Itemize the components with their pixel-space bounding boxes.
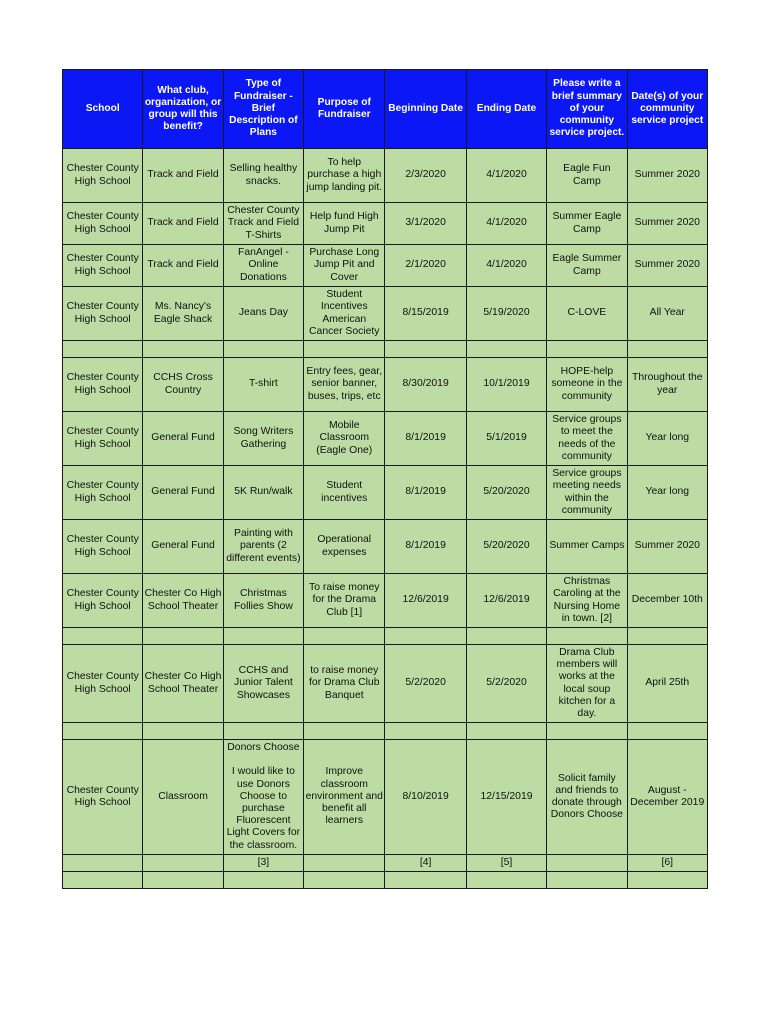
cell-club: Classroom [143, 740, 223, 855]
cell-purpose: Operational expenses [304, 520, 385, 574]
header-type: Type of Fundraiser - Brief Description of Plans [223, 70, 303, 149]
header-row [63, 70, 708, 149]
cell-begin: 8/1/2019 [385, 520, 466, 574]
cell-club: Track and Field [143, 245, 223, 287]
cell-end: 4/1/2020 [466, 203, 546, 245]
table-row [63, 287, 708, 341]
cell-begin: 2/1/2020 [385, 245, 466, 287]
cell-type: Selling healthy snacks. [223, 149, 303, 203]
cell-school: Chester County High School [63, 645, 143, 723]
cell-empty [304, 855, 385, 872]
cell-empty [385, 723, 466, 740]
cell-empty [63, 855, 143, 872]
cell-end: 5/2/2020 [466, 645, 546, 723]
cell-school: Chester County High School [63, 287, 143, 341]
cell-empty [143, 628, 223, 645]
cell-empty [466, 723, 546, 740]
cell-club: Chester Co High School Theater [143, 574, 223, 628]
cell-begin: 8/1/2019 [385, 466, 466, 520]
cell-type: Jeans Day [223, 287, 303, 341]
cell-dates: Summer 2020 [627, 245, 707, 287]
table-row [63, 245, 708, 287]
cell-club: General Fund [143, 466, 223, 520]
table-row-blank [63, 341, 708, 358]
cell-summary: Christmas Caroling at the Nursing Home in town. [2] [547, 574, 627, 628]
table-row-blank [63, 723, 708, 740]
cell-end: 5/20/2020 [466, 520, 546, 574]
cell-empty [547, 855, 627, 872]
cell-summary: Eagle Fun Camp [547, 149, 627, 203]
cell-begin: 8/15/2019 [385, 287, 466, 341]
table-row [63, 358, 708, 412]
cell-school: Chester County High School [63, 245, 143, 287]
cell-type: CCHS and Junior Talent Showcases [223, 645, 303, 723]
cell-dates: Summer 2020 [627, 203, 707, 245]
cell-end: 5/1/2019 [466, 412, 546, 466]
cell-purpose: Purchase Long Jump Pit and Cover [304, 245, 385, 287]
cell-type: Chester County Track and Field T-Shirts [223, 203, 303, 245]
cell-empty [547, 341, 627, 358]
cell-end: 10/1/2019 [466, 358, 546, 412]
cell-dates: Summer 2020 [627, 520, 707, 574]
cell-begin: 2/3/2020 [385, 149, 466, 203]
cell-end: 4/1/2020 [466, 149, 546, 203]
cell-school: Chester County High School [63, 574, 143, 628]
cell-empty [63, 872, 143, 889]
cell-empty [223, 628, 303, 645]
cell-begin: 8/1/2019 [385, 412, 466, 466]
cell-dates: All Year [627, 287, 707, 341]
cell-purpose: to raise money for Drama Club Banquet [304, 645, 385, 723]
cell-purpose: To help purchase a high jump landing pit. [304, 149, 385, 203]
footnote-ref-4: [4] [385, 855, 466, 872]
cell-empty [466, 872, 546, 889]
cell-end: 5/19/2020 [466, 287, 546, 341]
table-row [63, 740, 708, 855]
cell-empty [143, 341, 223, 358]
cell-empty [223, 341, 303, 358]
cell-end: 5/20/2020 [466, 466, 546, 520]
cell-purpose: Student incentives [304, 466, 385, 520]
cell-empty [385, 872, 466, 889]
cell-club: CCHS Cross Country [143, 358, 223, 412]
cell-club: Track and Field [143, 149, 223, 203]
cell-empty [63, 723, 143, 740]
cell-empty [63, 628, 143, 645]
cell-purpose: Student Incentives American Cancer Society [304, 287, 385, 341]
cell-empty [547, 628, 627, 645]
cell-school: Chester County High School [63, 149, 143, 203]
cell-summary: Service groups meeting needs within the community [547, 466, 627, 520]
cell-school: Chester County High School [63, 740, 143, 855]
table-row [63, 203, 708, 245]
cell-purpose: Improve classroom environment and benefit all learners [304, 740, 385, 855]
header-ending-date: Ending Date [466, 70, 546, 149]
cell-club: Ms. Nancy's Eagle Shack [143, 287, 223, 341]
cell-summary: Service groups to meet the needs of the community [547, 412, 627, 466]
cell-purpose: Mobile Classroom (Eagle One) [304, 412, 385, 466]
cell-type: 5K Run/walk [223, 466, 303, 520]
table-row-blank [63, 872, 708, 889]
cell-summary: Solicit family and friends to donate through Donors Choose [547, 740, 627, 855]
cell-school: Chester County High School [63, 466, 143, 520]
footnote-ref-5: [5] [466, 855, 546, 872]
cell-summary: Summer Eagle Camp [547, 203, 627, 245]
cell-empty [63, 341, 143, 358]
footnote-ref-3: [3] [223, 855, 303, 872]
cell-type: Christmas Follies Show [223, 574, 303, 628]
cell-summary: Drama Club members will works at the local soup kitchen for a day. [547, 645, 627, 723]
table-row-blank [63, 628, 708, 645]
cell-type [223, 740, 303, 855]
table-row [63, 574, 708, 628]
cell-begin: 3/1/2020 [385, 203, 466, 245]
cell-purpose: Help fund High Jump Pit [304, 203, 385, 245]
cell-empty [304, 872, 385, 889]
cell-empty [385, 341, 466, 358]
cell-purpose: To raise money for the Drama Club [1] [304, 574, 385, 628]
cell-end: 12/15/2019 [466, 740, 546, 855]
footnote-ref-6: [6] [627, 855, 707, 872]
header-purpose: Purpose of Fundraiser [304, 70, 385, 149]
table-row [63, 520, 708, 574]
cell-school: Chester County High School [63, 412, 143, 466]
header-school: School [63, 70, 143, 149]
cell-school: Chester County High School [63, 520, 143, 574]
cell-empty [627, 628, 707, 645]
cell-empty [627, 341, 707, 358]
cell-type: T-shirt [223, 358, 303, 412]
cell-club: Chester Co High School Theater [143, 645, 223, 723]
cell-summary: C-LOVE [547, 287, 627, 341]
cell-dates: Throughout the year [627, 358, 707, 412]
cell-empty [547, 723, 627, 740]
table-row [63, 412, 708, 466]
cell-dates: Year long [627, 466, 707, 520]
cell-club: General Fund [143, 412, 223, 466]
cell-dates: Summer 2020 [627, 149, 707, 203]
cell-type-title: Donors Choose [227, 742, 300, 754]
cell-empty [143, 855, 223, 872]
cell-end: 12/6/2019 [466, 574, 546, 628]
cell-school: Chester County High School [63, 358, 143, 412]
cell-empty [627, 872, 707, 889]
cell-begin: 5/2/2020 [385, 645, 466, 723]
cell-end: 4/1/2020 [466, 245, 546, 287]
header-summary: Please write a brief summary of your community service project. [547, 70, 627, 149]
cell-empty [304, 628, 385, 645]
cell-type: Painting with parents (2 different events) [223, 520, 303, 574]
cell-type-text: I would like to use Donors Choose to purchase Fluorescent Light Covers for the classroom. [226, 766, 301, 851]
header-beginning-date: Beginning Date [385, 70, 466, 149]
cell-empty [304, 723, 385, 740]
cell-type: FanAngel - Online Donations [223, 245, 303, 287]
cell-begin: 8/10/2019 [385, 740, 466, 855]
table-row [63, 149, 708, 203]
table-row [63, 466, 708, 520]
header-service-dates: Date(s) of your community service project [627, 70, 707, 149]
cell-club: Track and Field [143, 203, 223, 245]
cell-empty [223, 872, 303, 889]
cell-dates: April 25th [627, 645, 707, 723]
cell-type: Song Writers Gathering [223, 412, 303, 466]
cell-begin: 12/6/2019 [385, 574, 466, 628]
cell-empty [223, 723, 303, 740]
cell-empty [143, 872, 223, 889]
cell-school: Chester County High School [63, 203, 143, 245]
cell-dates: August - December 2019 [627, 740, 707, 855]
cell-empty [627, 723, 707, 740]
cell-summary: Summer Camps [547, 520, 627, 574]
cell-dates: Year long [627, 412, 707, 466]
cell-purpose: Entry fees, gear, senior banner, buses, trips, etc [304, 358, 385, 412]
table-row-footnotes [63, 855, 708, 872]
header-club: What club, organization, or group will this benefit? [143, 70, 223, 149]
cell-empty [547, 872, 627, 889]
cell-empty [385, 628, 466, 645]
cell-begin: 8/30/2019 [385, 358, 466, 412]
table-row [63, 645, 708, 723]
cell-club: General Fund [143, 520, 223, 574]
cell-summary: HOPE-help someone in the community [547, 358, 627, 412]
cell-empty [466, 341, 546, 358]
cell-empty [143, 723, 223, 740]
cell-empty [466, 628, 546, 645]
cell-summary: Eagle Summer Camp [547, 245, 627, 287]
cell-empty [304, 341, 385, 358]
cell-dates: December 10th [627, 574, 707, 628]
fundraiser-table [62, 69, 708, 889]
